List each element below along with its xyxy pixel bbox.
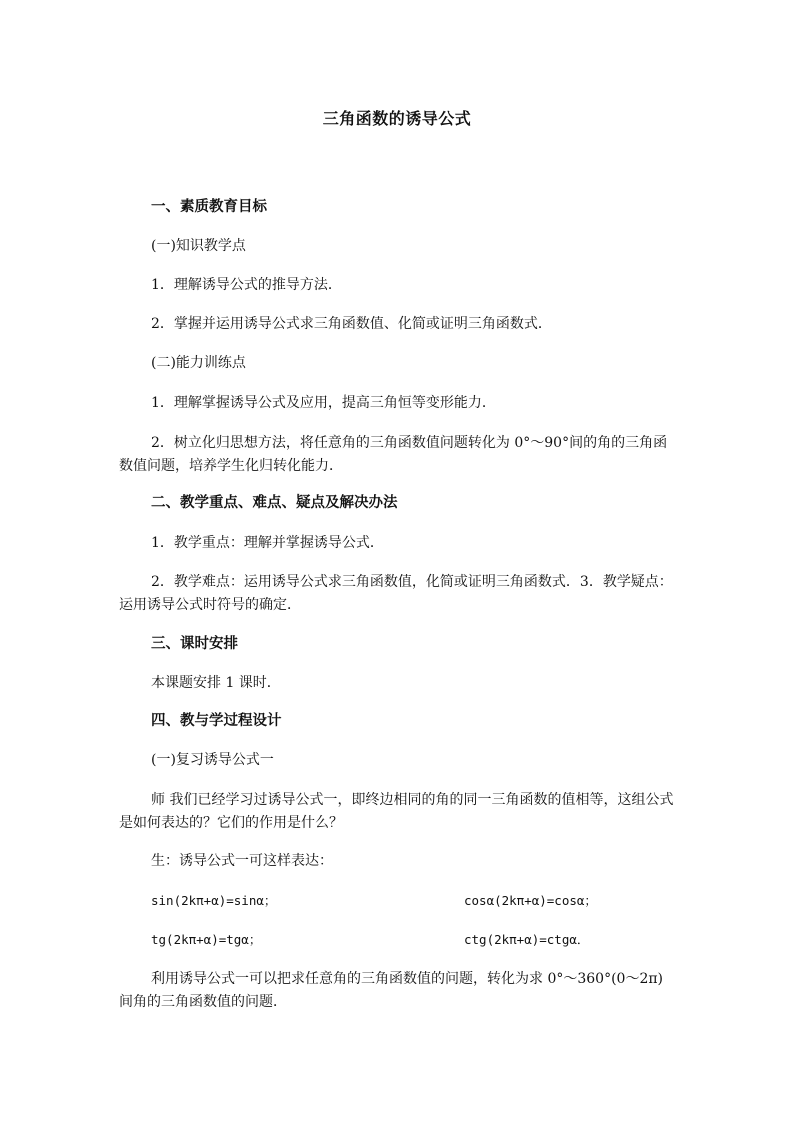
list-item: 1．理解诱导公式的推导方法． — [151, 277, 342, 293]
section-heading-schedule: 三、课时安排 — [151, 636, 238, 652]
paragraph: 师 我们已经学习过诱导公式一，即终边相同的角的同一三角函数的值相等，这组公式是如何表达的？它们的作用是什么？ — [119, 792, 674, 831]
paragraph: 生：诱导公式一可这样表达： — [151, 853, 333, 869]
section-heading-key-points: 二、教学重点、难点、疑点及解决办法 — [151, 495, 398, 511]
subheading-ability-points: (二)能力训练点 — [151, 355, 246, 371]
paragraph: 利用诱导公式一可以把求任意角的三角函数值的问题，转化为求 0°～360°(0～2π)间角的三角函数值的问题． — [119, 971, 664, 1010]
section-heading-objectives: 一、素质教育目标 — [151, 199, 267, 215]
paragraph: 2．教学难点：运用诱导公式求三角函数值，化简或证明三角函数式．3．教学疑点：运用诱导公式时符号的确定． — [119, 574, 673, 613]
list-item: 2．掌握并运用诱导公式求三角函数值、化简或证明三角函数式． — [151, 316, 552, 332]
subheading-review: (一)复习诱导公式一 — [151, 752, 274, 768]
formula-cos: cosα(2kπ+α)=cosα； — [464, 893, 597, 908]
formula-sin: sin(2kπ+α)=sinα； — [151, 893, 277, 908]
list-item: 1．教学重点：理解并掌握诱导公式． — [151, 535, 384, 551]
formula-ctg: ctg(2kπ+α)=ctgα． — [464, 932, 590, 947]
paragraph: 2．树立化归思想方法，将任意角的三角函数值问题转化为 0°～90°间的角的三角函数值问题，培养学生化归转化能力． — [119, 435, 668, 474]
formula-tg: tg(2kπ+α)=tgα； — [151, 932, 262, 947]
list-item: 1．理解掌握诱导公式及应用，提高三角恒等变形能力． — [151, 395, 496, 411]
subheading-knowledge-points: (一)知识教学点 — [151, 238, 246, 254]
section-heading-process: 四、教与学过程设计 — [151, 713, 282, 729]
paragraph: 本课题安排 1 课时． — [151, 675, 281, 691]
document-title: 三角函数的诱导公式 — [322, 109, 472, 128]
